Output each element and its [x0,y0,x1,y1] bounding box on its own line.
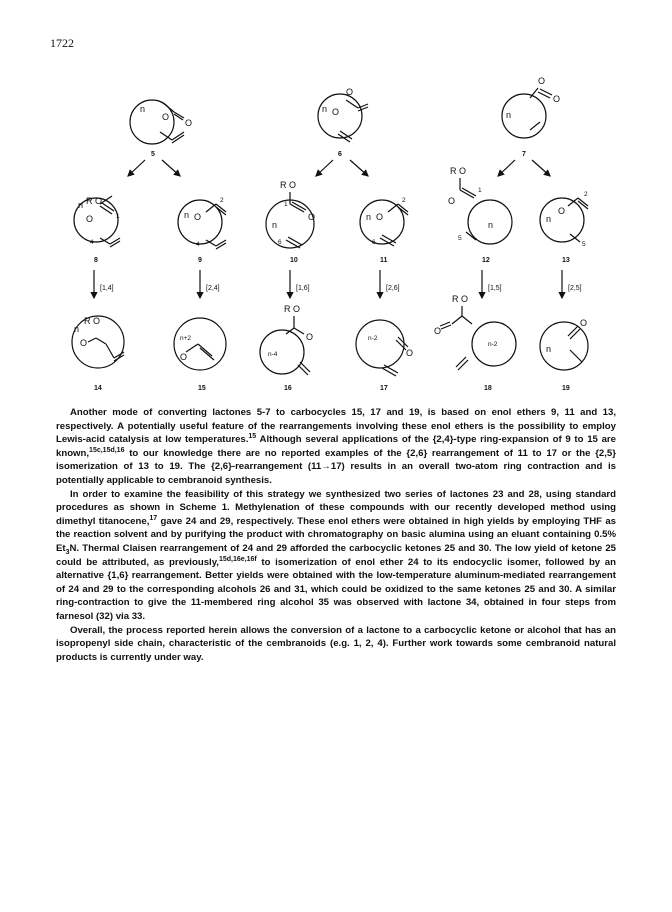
rearrangement-label-2-6: [2,6] [386,285,400,292]
svg-text:2: 2 [584,191,588,198]
enol-ether-13 [540,191,588,248]
svg-text:R O: R O [450,166,467,176]
svg-text:O: O [185,118,193,128]
svg-text:n: n [488,220,494,230]
enol-ether-8 [74,196,120,247]
svg-text:O: O [346,87,354,97]
svg-text:O: O [434,326,442,336]
svg-text:R O: R O [280,180,297,190]
lactone-6 [318,87,368,142]
paragraph-2: In order to examine the feasibility of this strategy we synthesized two series of lactones 23 and 28, using standard procedures as shown in Scheme 1. Methylenation of these compounds with our recently developed method using dimethyl titanocene,$^{17}$ gave 24 and 29, respectively. These enol ethers were obtained in high yields by employing THF as the reaction solvent and by purifying the product with chromatography on basic alumina using an eluant containing 0.5% $Et_3N$. Thermal Claisen rearrangement of 24 and 29 afforded the carbocyclic ketones 25 and 30. The low yield of ketone 25 could be attributed, as previously,$^{15d,16e,16f}$ to isomerization of enol ether 24 to its endocyclic isomer, followed by an alternative {1,6} rearrangement. Better yields were obtained with the low-temperature aluminum-mediated rearrangement of 24 and 29 to the corresponding alcohols 26 and 31, which could be oxidized to the same ketones 25 and 30. A similar ring-contraction to give the 11-membered ring alcohol 35 was observed with lactone 34, obtained in four steps from farnesol (32) via 33. [56,488,617,622]
svg-text:n-2: n-2 [368,335,378,342]
compound-label-19: 19 [562,385,570,392]
svg-text:n: n [506,110,512,120]
svg-text:O: O [558,206,566,216]
svg-text:6: 6 [278,239,282,246]
rearrangement-label-1-5: [1,5] [488,285,502,292]
svg-text:O: O [80,338,88,348]
enol-ether-10 [266,180,315,248]
svg-text:O: O [180,352,188,362]
svg-text:n-2: n-2 [488,341,498,348]
svg-text:O: O [553,94,561,104]
svg-text:n+2: n+2 [180,335,192,342]
compound-label-10: 10 [290,257,298,264]
compound-label-8: 8 [94,257,98,264]
lactone-5 [130,100,192,144]
svg-text:6: 6 [372,239,376,246]
arrow-6-to-10 [316,160,333,176]
svg-text:O: O [306,332,314,342]
svg-text:O: O [406,348,414,358]
svg-text:O: O [162,112,170,122]
svg-text:1: 1 [116,213,120,220]
svg-text:R O: R O [284,304,301,314]
compound-label-18: 18 [484,385,492,392]
svg-text:n: n [272,220,278,230]
compound-label-12: 12 [482,257,490,264]
svg-text:n: n [322,104,328,114]
svg-text:O: O [332,107,340,117]
compound-label-17: 17 [380,385,388,392]
svg-text:O: O [580,318,588,328]
carbocycle-17 [356,320,413,376]
svg-text:n: n [140,104,146,114]
svg-text:4: 4 [90,239,94,246]
arrow-6-to-11 [350,160,368,176]
svg-text:n: n [74,324,80,334]
arrow-5-to-8 [128,160,145,176]
svg-text:O: O [86,214,94,224]
article-body [56,406,616,664]
compound-label-13: 13 [562,257,570,264]
svg-text:5: 5 [582,241,586,248]
carbocycle-19 [540,318,588,370]
svg-text:O: O [538,76,546,86]
compound-label-9: 9 [198,257,202,264]
svg-text:n-4: n-4 [268,351,278,358]
svg-text:O: O [194,212,202,222]
compound-label-15: 15 [198,385,206,392]
svg-text:5: 5 [458,235,462,242]
svg-text:n: n [366,212,372,222]
svg-text:2: 2 [402,197,406,204]
svg-text:n: n [546,214,552,224]
paragraph-3: Overall, the process reported herein allows the conversion of a lactone to a carbocyclic ketone or alcohol that has an isopropenyl side chain, characteristic of the cembranoids (e.g. 1, 2, 4). Further work towards some cembranoid natural products is currently under way. [56,624,616,663]
paragraph-1: Another mode of converting lactones 5-7 to carbocycles 15, 17 and 19, is based on enol ethers 9, 11 and 13, respectively. A potentially useful feature of the rearrangements involving these enol ethers is the possibility to employ Lewis-acid catalysis at low temperatures.$^{15}$ Although several applications of the {2,4}-type ring-expansion of 9 to 15 are known,$^{15c,15d,16}$ to our knowledge there are no reported examples of the {2,6} rearrangement of 11 to 17 or the {2,5} isomerization of 13 to 19. The {2,6}-rearrangement (11→17) results in an overall two-atom ring contraction and is potentially applicable to cembranoid synthesis. [56,407,616,486]
compound-label-11: 11 [380,257,388,264]
arrow-7-to-13 [532,160,550,176]
carbocycle-14 [72,316,124,368]
rearrangement-label-2-5: [2,5] [568,285,582,292]
svg-text:4: 4 [196,241,200,248]
svg-text:n: n [546,344,552,354]
enol-ether-12 [448,166,512,244]
svg-text:R O: R O [86,196,103,206]
svg-text:O: O [308,212,316,222]
compound-label-7: 7 [522,151,526,158]
compound-label-5: 5 [151,151,155,158]
rearrangement-label-1-6: [1,6] [296,285,310,292]
rearrangement-label-2-4: [2,4] [206,285,220,292]
svg-text:O: O [448,196,456,206]
lactone-7 [502,76,560,138]
svg-text:n: n [78,200,84,210]
carbocycle-15 [174,318,226,370]
arrow-5-to-9 [162,160,180,176]
svg-text:1: 1 [284,201,288,208]
carbocycle-18 [434,294,516,370]
reaction-scheme [0,0,672,400]
page-number: 1722 [50,36,74,50]
enol-ether-9 [178,197,226,249]
svg-text:O: O [376,212,384,222]
compound-label-14: 14 [94,385,102,392]
enol-ether-11 [360,197,408,246]
svg-text:R O: R O [452,294,469,304]
svg-text:R O: R O [84,316,101,326]
svg-text:2: 2 [220,197,224,204]
svg-text:n: n [184,210,190,220]
arrow-7-to-12 [498,160,515,176]
compound-label-6: 6 [338,151,342,158]
compound-label-16: 16 [284,385,292,392]
svg-text:1: 1 [478,187,482,194]
rearrangement-label-1-4: [1,4] [100,285,114,292]
carbocycle-16 [260,304,313,375]
